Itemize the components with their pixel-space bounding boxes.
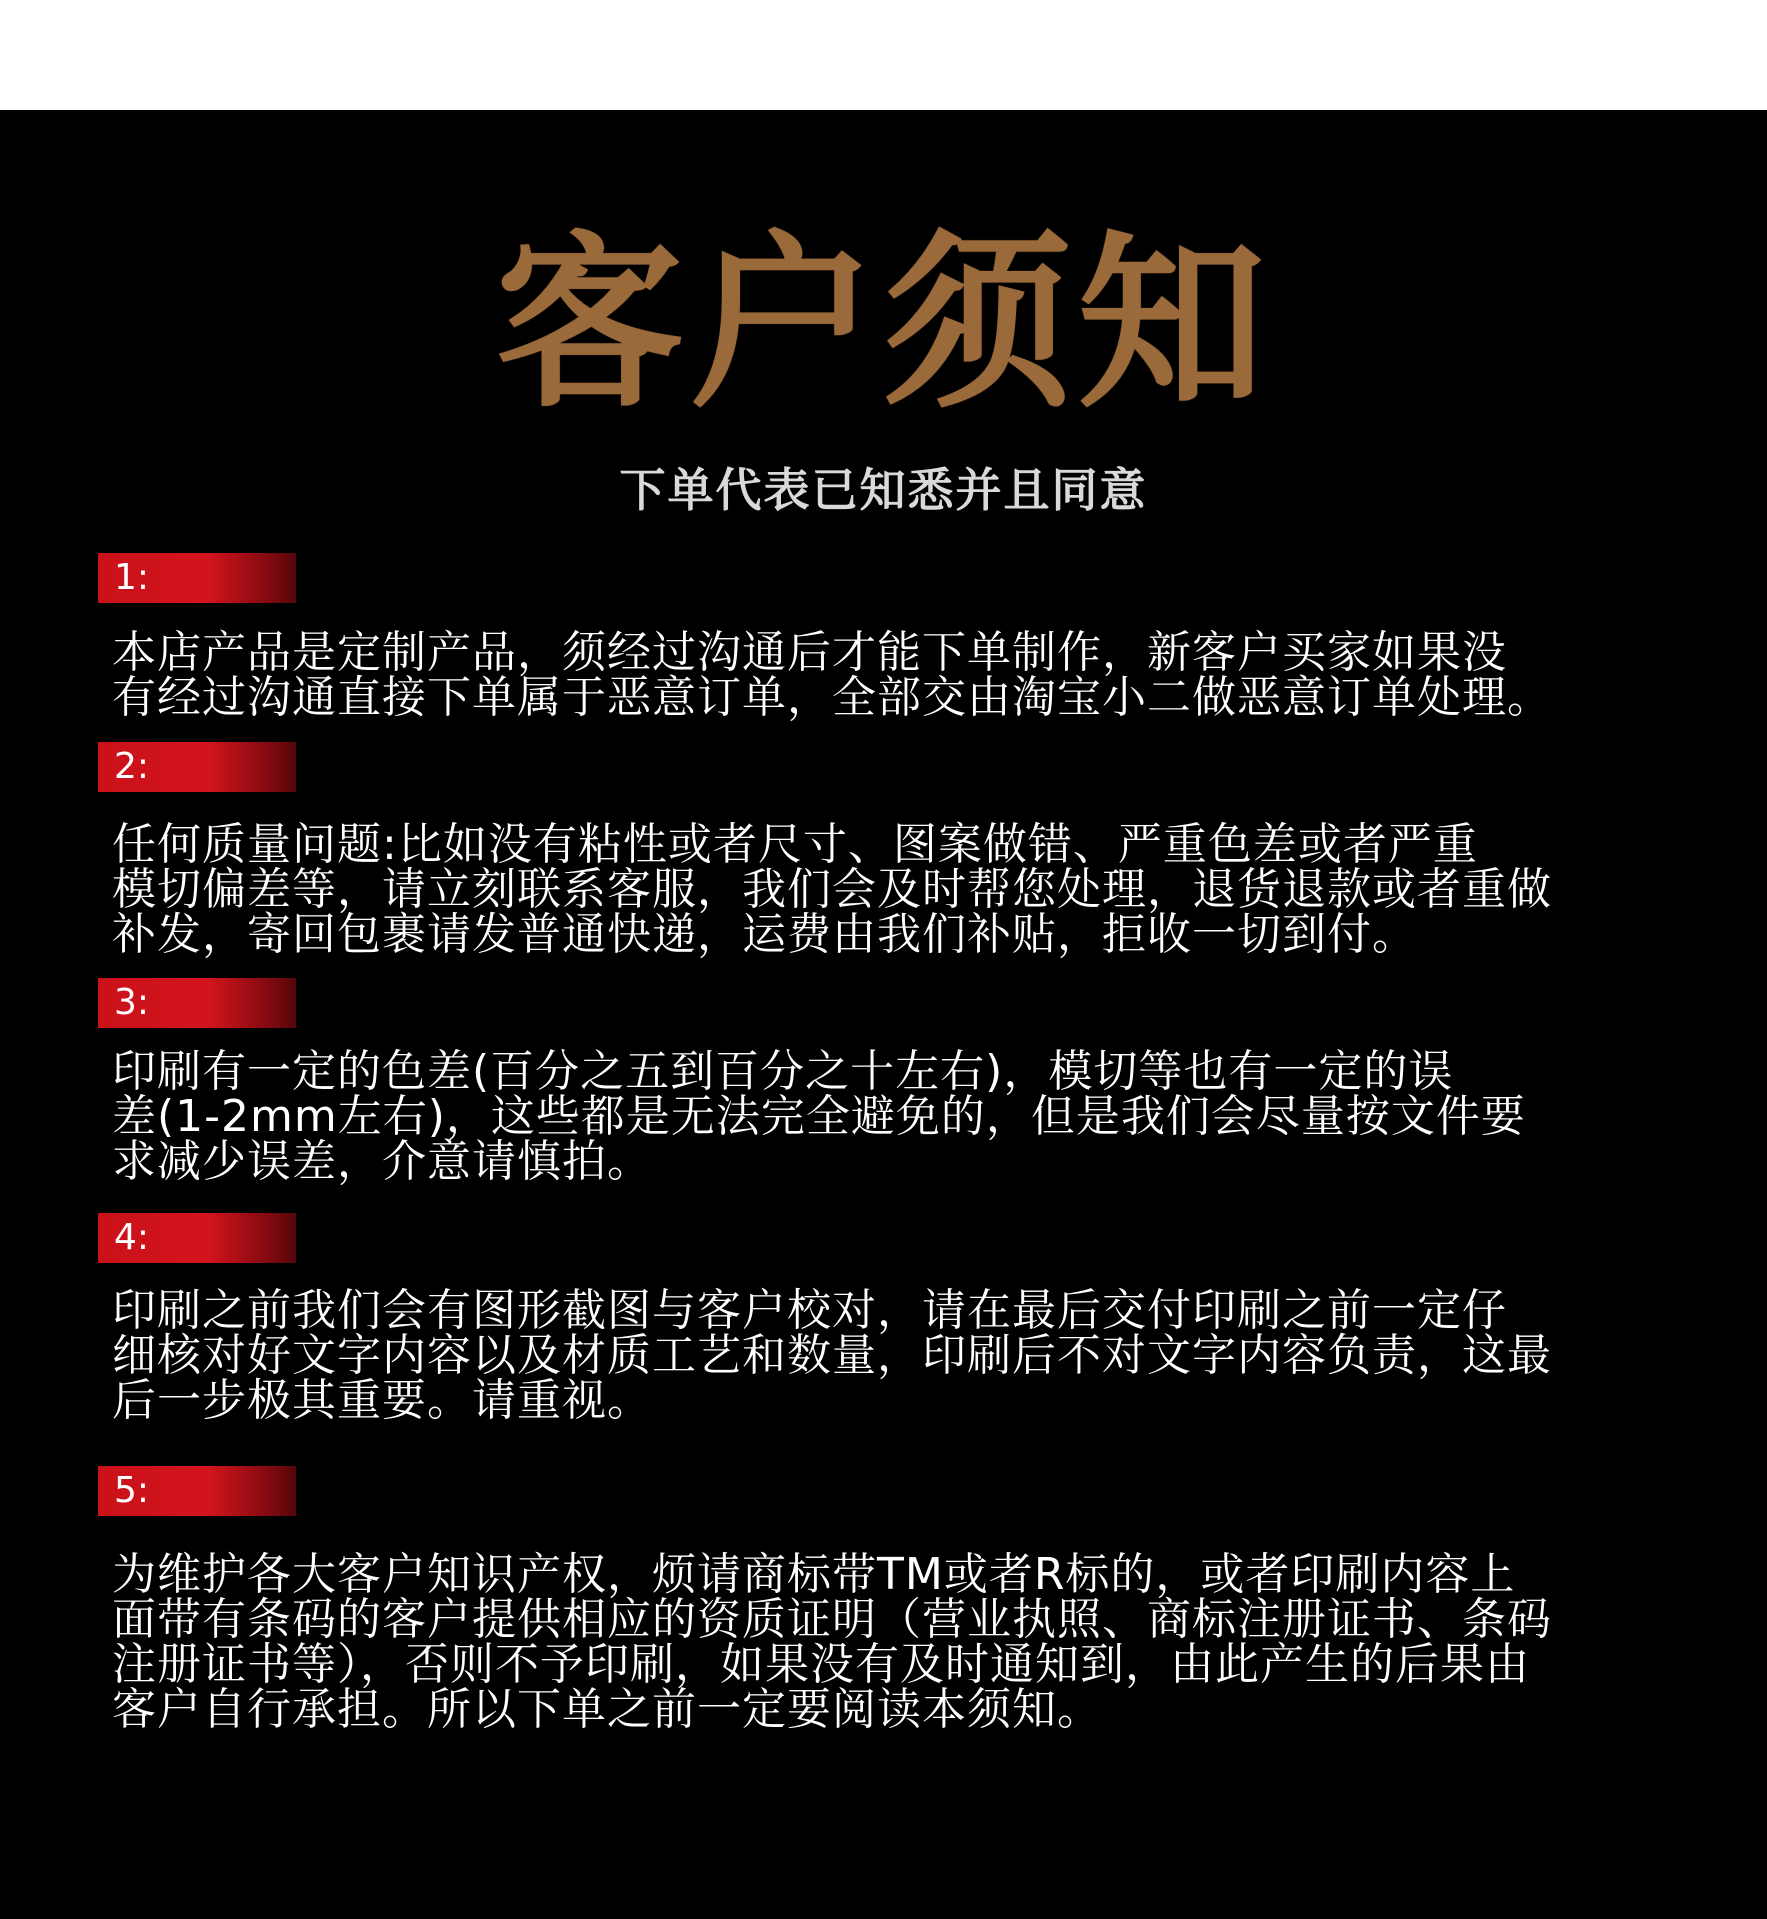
item-3-text: 印刷有一定的色差(百分之五到百分之十左右)，模切等也有一定的误 差(1-2mm左右)，这些都是无法完全避免的，但是我们会尽量按文件要 求减少误差，介意请慎拍。 xyxy=(112,1046,1526,1187)
item-2-badge: 2: xyxy=(98,742,296,792)
item-5-badge: 5: xyxy=(98,1466,296,1516)
page-subtitle: 下单代表已知悉并且同意 xyxy=(619,463,1148,517)
item-1-badge: 1: xyxy=(98,553,296,603)
item-5-text: 为维护各大客户知识产权，烦请商标带TM或者R标的，或者印刷内容上 面带有条码的客户提供相应的资质证明（营业执照、商标注册证书、条码 注册证书等），否则不予印刷，如果没有及时通知到，由此产生的后果由 客户自行承担。所以下单之前一定要阅读本须知。 xyxy=(112,1549,1552,1735)
item-2-text: 任何质量问题:比如没有粘性或者尺寸、图案做错、严重色差或者严重 模切偏差等，请立刻联系客服，我们会及时帮您处理，退货退款或者重做 补发，寄回包裹请发普通快递，运费由我们补贴，拒收一切到付。 xyxy=(112,819,1552,960)
top-margin xyxy=(0,0,1767,110)
item-3-badge: 3: xyxy=(98,978,296,1028)
item-4-badge: 4: xyxy=(98,1213,296,1263)
page-title: 客户须知 xyxy=(495,215,1272,434)
item-4-text: 印刷之前我们会有图形截图与客户校对，请在最后交付印刷之前一定仔 细核对好文字内容以及材质工艺和数量，印刷后不对文字内容负责，这最 后一步极其重要。请重视。 xyxy=(112,1285,1552,1426)
item-1-text: 本店产品是定制产品，须经过沟通后才能下单制作，新客户买家如果没 有经过沟通直接下单属于恶意订单，全部交由淘宝小二做恶意订单处理。 xyxy=(112,627,1552,723)
